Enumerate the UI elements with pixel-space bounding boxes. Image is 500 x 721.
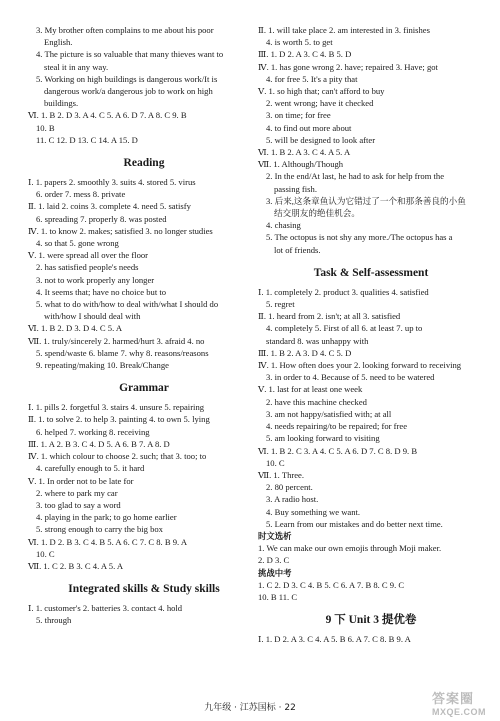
answer-line: 2. has satisfied people's needs: [36, 262, 139, 273]
answer-line: 4. for free 5. It's a pity that: [266, 73, 358, 84]
answer-line: lot of friends.: [274, 244, 321, 255]
left-column: [28, 24, 260, 627]
answer-line: Ⅵ. 1. B 2. D 3. D 4. C 5. A: [28, 323, 123, 334]
answer-line: 4. needs repairing/to be repaired; for free: [266, 421, 408, 432]
answer-line: 5. what to do with/how to deal with/what I should do: [36, 299, 219, 310]
answer-line: 5. Learn from our mistakes and do better next time.: [266, 518, 443, 529]
page-footer: 九年级 · 江苏国标 · 22: [204, 703, 296, 713]
answer-line: 3. My brother often complains to me about his poor: [36, 25, 214, 35]
answer-line: 5. strong enough to carry the big box: [36, 524, 163, 535]
answer-line: 4. chasing: [266, 220, 301, 231]
answer-line: Ⅴ. 1. last for at least one week: [258, 384, 363, 395]
answer-line: 5. regret: [266, 299, 295, 310]
answer-line: 5. will be designed to look after: [266, 134, 376, 145]
answer-line: Ⅴ. 1. so high that; can't afford to buy: [258, 86, 385, 97]
answer-line: 6. order 7. mess 8. private: [36, 189, 126, 200]
answer-line: English.: [44, 37, 73, 48]
answer-line: steal it in any way.: [44, 61, 109, 72]
answer-line: with/how I should deal with: [44, 311, 141, 322]
answer-line: Ⅵ. 1. D 2. B 3. C 4. B 5. A 6. C 7. C 8. B 9. A: [28, 536, 188, 547]
answer-line: Ⅱ. 1. will take place 2. am interested in 3. finishes: [258, 25, 430, 35]
watermark-text: 答案圈: [431, 691, 474, 706]
answer-line: Ⅱ. 1. heard from 2. isn't; at all 3. satisfied: [258, 311, 401, 322]
answer-line: 4. It seems that; have no choice but to: [36, 286, 167, 297]
section-heading: 9 下 Unit 3 提优卷: [325, 614, 417, 627]
answer-line: dangerous work/a dangerous job to work on high: [44, 86, 213, 97]
answer-line: passing fish.: [274, 183, 317, 194]
answer-line: Ⅰ. 1. completely 2. product 3. qualities 4. satisfied: [258, 286, 429, 297]
answer-line: Ⅳ. 1. How often does your 2. looking forward to receiving: [258, 360, 462, 371]
watermark-logo: [432, 688, 486, 717]
answer-line: Ⅱ. 1. to solve 2. to help 3. painting 4. to own 5. lying: [28, 414, 210, 425]
answer-line: Ⅱ. 1. laid 2. coins 3. complete 4. need 5. satisfy: [28, 201, 191, 212]
answer-line: Ⅰ. 1. pills 2. forgetful 3. stairs 4. unsure 5. repairing: [28, 402, 205, 413]
answer-line: 3. 后来,这条章鱼认为它错过了一个和那条善良的小鱼: [266, 195, 466, 206]
answer-line: standard 8. was unhappy with: [266, 335, 369, 346]
answer-line: Ⅵ. 1. B 2. C 3. A 4. C 5. A 6. D 7. C 8. D 9. B: [258, 445, 418, 456]
answer-line: 3. on time; for free: [266, 110, 331, 121]
answer-line: 结交朋友的绝佳机会。: [274, 208, 360, 219]
answer-line: Ⅴ. 1. were spread all over the floor: [28, 250, 149, 261]
answer-line: 3. not to work properly any longer: [36, 274, 155, 285]
answer-line: Ⅳ. 1. which colour to choose 2. such; that 3. too; to: [28, 451, 207, 462]
answer-line: Ⅲ. 1. B 2. A 3. D 4. C 5. D: [258, 347, 352, 358]
answer-line: 2. 80 percent.: [266, 482, 313, 493]
section-heading: Task & Self-assessment: [313, 266, 429, 279]
answer-line: 2. D 3. C: [258, 555, 290, 566]
watermark-url: MXQE.COM: [431, 707, 486, 717]
answer-line: 1. C 2. D 3. C 4. B 5. C 6. A 7. B 8. C 9. C: [258, 579, 405, 590]
answer-line: 2. In the end/At last, he had to ask for help from the: [266, 171, 445, 182]
answer-line: 3. in order to 4. Because of 5. need to be watered: [266, 372, 435, 383]
answer-line: 4. carefully enough to 5. it hard: [36, 463, 145, 474]
right-column: [258, 24, 484, 645]
section-heading: Integrated skills & Study skills: [68, 583, 220, 596]
answer-line: 3. A radio host.: [266, 494, 319, 505]
answer-line: 10. B: [36, 122, 55, 133]
answer-line: Ⅰ. 1. D 2. A 3. C 4. A 5. B 6. A 7. C 8. B 9. A: [258, 634, 411, 645]
answer-line: 4. is worth 5. to get: [266, 37, 333, 48]
answer-line: 9. repeating/making 10. Break/Change: [36, 360, 169, 371]
answer-line: 5. The octopus is not shy any more./The octopus has a: [266, 232, 453, 243]
answer-line: 5. through: [36, 615, 72, 626]
answer-line: Ⅳ. 1. has gone wrong 2. have; repaired 3. Have; got: [258, 61, 438, 72]
answer-line: Ⅲ. 1. A 2. B 3. C 4. D 5. A 6. B 7. A 8. D: [28, 438, 170, 449]
answer-line: Ⅶ. 1. Three.: [258, 469, 305, 480]
answer-line: 3. too glad to say a word: [36, 499, 121, 510]
answer-line: 5. am looking forward to visiting: [266, 433, 380, 444]
answer-line: Ⅰ. 1. papers 2. smoothly 3. suits 4. stored 5. virus: [28, 177, 196, 188]
answer-line: 10. B 11. C: [258, 591, 298, 602]
answer-line: 4. The picture is so valuable that many thieves want to: [36, 49, 224, 60]
section-heading: Reading: [123, 157, 165, 170]
answer-line: Ⅶ. 1. C 2. B 3. C 4. A 5. A: [28, 560, 124, 571]
answer-line: 5. Working on high buildings is dangerous work/It is: [36, 73, 218, 84]
answer-line: 4. playing in the park; to go home earlier: [36, 512, 177, 523]
answer-line: 11. C 12. D 13. C 14. A 15. D: [36, 134, 138, 145]
answer-line: 时文选析: [258, 530, 292, 541]
answer-line: Ⅳ. 1. to know 2. makes; satisfied 3. no longer studies: [28, 225, 213, 236]
answer-line: buildings.: [44, 98, 79, 109]
answer-line: 挑战中考: [258, 567, 292, 578]
answer-line: 3. am not happy/satisfied with; at all: [266, 408, 392, 419]
answer-line: 4. completely 5. First of all 6. at least 7. up to: [266, 323, 423, 334]
answer-line: Ⅰ. 1. customer's 2. batteries 3. contact 4. hold: [28, 603, 183, 614]
answer-line: 6. spreading 7. properly 8. was posted: [36, 213, 167, 224]
answer-line: 4. Buy something we want.: [266, 506, 361, 517]
answer-line: 10. C: [266, 457, 285, 468]
answer-line: Ⅶ. 1. Although/Though: [258, 159, 344, 170]
answer-line: 10. C: [36, 548, 55, 559]
answer-line: 6. helped 7. working 8. receiving: [36, 426, 150, 437]
section-heading: Grammar: [119, 382, 169, 395]
answer-line: 2. where to park my car: [36, 487, 118, 498]
answer-line: Ⅶ. 1. truly/sincerely 2. harmed/hurt 3. afraid 4. no: [28, 335, 205, 346]
answer-line: 4. to find out more about: [266, 122, 352, 133]
answer-line: Ⅵ. 1. B 2. A 3. C 4. A 5. A: [258, 147, 351, 158]
answer-line: Ⅴ. 1. In order not to be late for: [28, 475, 134, 486]
answer-line: 4. so that 5. gone wrong: [36, 238, 119, 249]
answer-line: Ⅵ. 1. B 2. D 3. A 4. C 5. A 6. D 7. A 8. C 9. B: [28, 110, 187, 121]
answer-line: 5. spend/waste 6. blame 7. why 8. reasons/reasons: [36, 347, 209, 358]
answer-line: 1. We can make our own emojis through Moji maker.: [258, 543, 442, 554]
answer-line: Ⅲ. 1. D 2. A 3. C 4. B 5. D: [258, 49, 352, 60]
answer-line: 2. have this machine checked: [266, 396, 367, 407]
answer-line: 2. went wrong; have it checked: [266, 98, 374, 109]
